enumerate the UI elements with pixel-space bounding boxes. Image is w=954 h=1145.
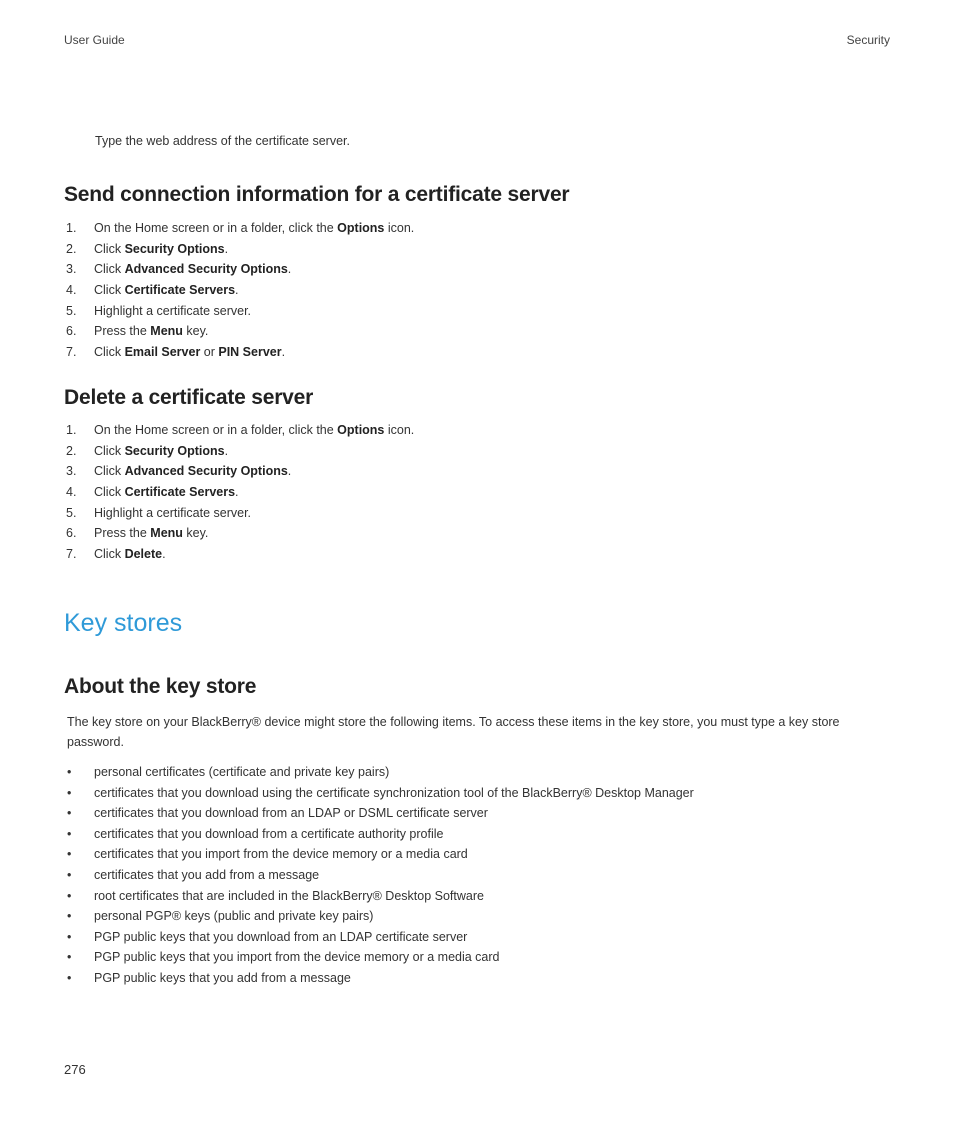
step-text: On the Home screen or in a folder, click the [94,221,338,235]
delete-server-step [64,482,414,503]
list-item-text: PGP public keys that you add from a message [94,970,351,985]
send-connection-step [64,301,414,322]
delete-server-step [64,503,414,524]
step-ui-term: Certificate Servers [124,485,236,500]
delete-server-step [64,523,414,544]
step-number: 4. [66,283,77,298]
bullet-icon: • [67,867,72,882]
step-text: Press the [94,324,151,339]
list-item [64,762,694,783]
list-item-text: certificates that you download from a certificate authority profile [94,826,444,841]
page-number: 276 [64,1062,86,1077]
send-connection-step [64,280,414,301]
running-header-title: User Guide [64,33,125,47]
bullet-icon: • [67,888,72,903]
list-item [64,803,694,824]
step-ui-term: Advanced Security Options [124,262,288,277]
list-item-text: personal PGP® keys (public and private key pairs) [94,909,374,924]
step-ui-term: Menu [150,324,183,339]
intro-text: Type the web address of the certificate server. [95,134,350,148]
step-number: 2. [66,443,77,458]
step-ui-term: Security Options [124,241,225,256]
step-text: key. [182,526,209,541]
step-text: Click [94,443,125,458]
step-number: 1. [66,221,77,235]
bullet-icon: • [67,765,72,779]
step-text: Click [94,262,125,277]
step-text: Click [94,547,125,562]
step-ui-term: Certificate Servers [124,283,236,298]
step-text: . [235,283,239,298]
bullet-icon: • [67,929,72,944]
step-ui-term: PIN Server [218,345,282,360]
step-text: . [287,464,292,479]
key-store-paragraph: The key store on your BlackBerry® device might store the following items. To access these items in the key store, you must type a key store password. [67,715,840,749]
delete-server-step [64,544,414,565]
step-number: 1. [66,423,77,437]
step-text: icon. [384,221,415,235]
step-text: Press the [94,526,151,541]
send-connection-step [64,259,414,280]
step-number: 4. [66,485,77,500]
step-text: . [162,547,166,562]
list-item [64,947,694,968]
step-text: . [235,485,239,500]
step-text: Highlight a certificate server. [94,303,252,318]
send-connection-heading: Send connection information for a certificate server [64,183,570,206]
step-number: 7. [66,547,77,562]
step-text: Highlight a certificate server. [94,505,252,520]
running-header-section: Security [846,33,890,47]
delete-server-step [64,461,414,482]
step-ui-term: Security Options [124,443,225,458]
send-connection-step [64,218,414,239]
bullet-icon: • [67,826,72,841]
step-text: Click [94,241,125,256]
about-key-store-heading: About the key store [64,675,257,698]
step-text: On the Home screen or in a folder, click the [94,423,338,437]
step-text: . [224,241,229,256]
list-item-text: certificates that you add from a message [94,867,320,882]
step-text: Click [94,485,125,500]
step-ui-term: Delete [124,547,163,562]
bullet-icon: • [67,785,72,800]
list-item [64,844,694,865]
step-ui-term: Menu [150,526,183,541]
step-ui-term: Advanced Security Options [124,464,288,479]
list-item [64,927,694,948]
list-item-text: PGP public keys that you download from an LDAP certificate server [94,929,468,944]
step-text: Click [94,345,125,360]
delete-server-heading: Delete a certificate server [64,386,314,409]
bullet-icon: • [67,909,72,924]
list-item-text: certificates that you download from an LDAP or DSML certificate server [94,806,488,821]
step-text: . [281,345,286,360]
list-item-text: personal certificates (certificate and private key pairs) [94,765,390,779]
step-number: 6. [66,526,77,541]
step-number: 2. [66,241,77,256]
send-connection-step [64,321,414,342]
step-number: 6. [66,324,77,339]
delete-server-step [64,420,414,441]
delete-server-step [64,441,414,462]
step-text: Click [94,283,125,298]
step-text: . [287,262,292,277]
step-number: 5. [66,303,77,318]
step-number: 3. [66,262,77,277]
list-item [64,783,694,804]
send-connection-step [64,342,414,363]
list-item-text: certificates that you download using the certificate synchronization tool of the BlackBerry® Desktop Manager [94,785,694,800]
send-connection-step [64,239,414,260]
list-item [64,865,694,886]
step-number: 5. [66,505,77,520]
bullet-icon: • [67,847,72,862]
send-connection-steps [64,218,414,363]
list-item-text: certificates that you import from the device memory or a media card [94,847,468,862]
list-item [64,906,694,927]
list-item [64,824,694,845]
delete-server-steps [64,420,414,565]
step-text: key. [182,324,209,339]
bullet-icon: • [67,970,72,985]
list-item-text: root certificates that are included in the BlackBerry® Desktop Software [94,888,484,903]
step-ui-term: Options [337,423,385,437]
step-number: 7. [66,345,77,360]
step-ui-term: Email Server [124,345,201,360]
list-item [64,886,694,907]
list-item [64,968,694,989]
step-text: Click [94,464,125,479]
bullet-icon: • [67,950,72,965]
step-number: 3. [66,464,77,479]
step-text: or [200,345,219,360]
step-text: . [224,443,229,458]
step-ui-term: Options [337,221,385,235]
key-stores-heading: Key stores [64,609,183,637]
step-text: icon. [384,423,415,437]
key-store-items [64,762,694,989]
bullet-icon: • [67,806,72,821]
list-item-text: PGP public keys that you import from the device memory or a media card [94,950,500,965]
